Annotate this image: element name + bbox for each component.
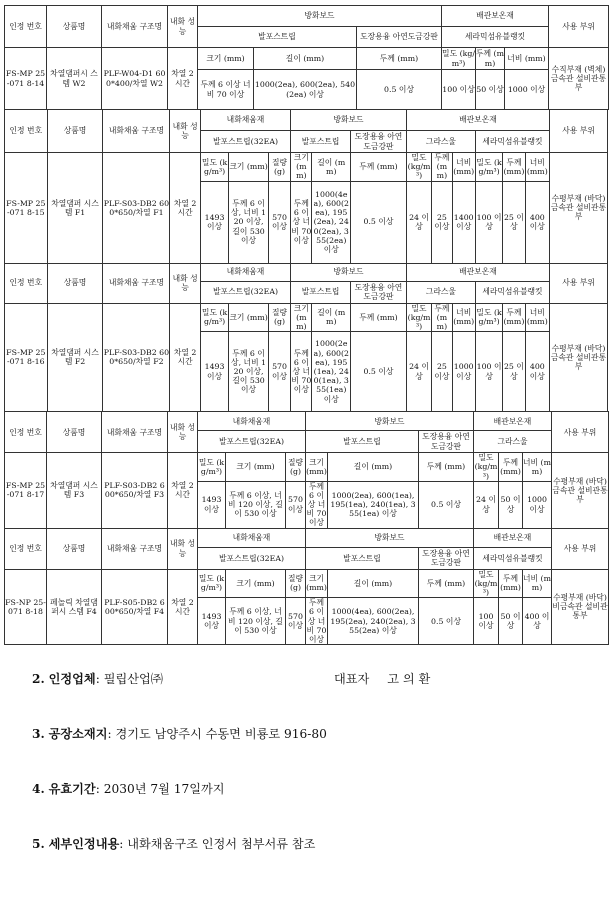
sub-header: 그라스울 [406, 281, 475, 303]
value-cell: 두께 6 이상 너비 70 이상 [291, 332, 312, 412]
header-structure: 내화채움 구조명 [102, 412, 168, 453]
cell-performance: 차열 2시간 [170, 303, 200, 412]
dim-label: 질량 (g) [268, 303, 290, 332]
sub-header: 발포스트립(32EA) [200, 281, 290, 303]
value-cell: 0.5 이상 [351, 181, 407, 263]
header-product: 상품명 [47, 110, 103, 153]
value-cell: 두께 6 이상 너비 70 이상 [306, 481, 327, 528]
value-cell: 25 이상 [503, 332, 525, 412]
value-cell: 400 이상 [523, 598, 552, 645]
cert-table-w2 [4, 5, 609, 110]
dim-label: 두께 (mm) [432, 153, 452, 182]
cell-location: 수평부재 (바닥) 금속관 설비관통부 [552, 453, 609, 529]
sub-header: 세라믹섬유블랭킷 [475, 131, 549, 153]
header-cert-no: 인정 번호 [5, 110, 48, 153]
value-cell: 두께 6 이상, 너비 120 이상, 길이 530 이상 [229, 332, 269, 412]
value-cell: 두께 6 이상 너비 70 이상 [198, 70, 254, 110]
dim-label: 길이 (mm) [328, 569, 419, 598]
value-cell: 두께 6 이상 너비 70 이상 [306, 598, 327, 644]
cert-table-f3 [4, 411, 609, 529]
sub-header: 세라믹섬유블랭킷 [475, 281, 549, 303]
cell-structure: PLF-S03-DB2 600*650/차열 F2 [103, 303, 170, 412]
factory-line: 3. 공장소재지: 경기도 남양주시 수동면 비룡로 916-80 [32, 727, 327, 741]
dim-label: 밀도 (kg/m³) [407, 153, 431, 181]
representative [334, 670, 444, 687]
dim-label: 밀도 (kg/m³) [474, 569, 498, 597]
cell-cert-no: FS-MP 25-071 8-14 [5, 48, 47, 110]
cell-performance: 차열 2시간 [168, 48, 198, 110]
sub-header: 그라스울 [474, 431, 552, 453]
value-cell: 50 이상 [499, 598, 523, 645]
dim-label: 질량 (g) [268, 153, 290, 182]
sub-header: 발포스트립 [291, 131, 351, 153]
dim-label: 길이 (mm) [254, 48, 357, 70]
sub-header: 발포스트립(32EA) [198, 431, 306, 453]
dim-label: 길이 (mm) [312, 303, 351, 332]
value-cell: 570 이상 [268, 181, 290, 263]
header-location: 사용 부위 [550, 263, 608, 303]
cell-structure: PLF-S05-DB2 600*650/차열 F4 [102, 569, 168, 645]
header-product: 상품명 [47, 6, 102, 48]
cell-cert-no: FS-MP 25-071 8-17 [5, 453, 47, 529]
value-cell: 1000(4ea), 600(2ea), 195(2ea), 240(2ea), 355(2ea) 이상 [312, 181, 351, 263]
cell-structure: PLF-W04-D1 600*400/차열 W2 [102, 48, 168, 110]
header-location: 사용 부위 [552, 412, 609, 453]
sub-header: 도장용융 아연도금강판 [419, 547, 474, 569]
value-cell: 두께 6 이상, 너비 120 이상, 길이 530 이상 [229, 181, 269, 263]
value-cell: 50 이상 [499, 481, 523, 528]
header-performance: 내화 성능 [168, 6, 198, 48]
value-cell: 25 이상 [503, 181, 525, 263]
cell-performance: 차열 2시간 [168, 569, 198, 645]
dim-label: 길이 (mm) [328, 453, 419, 482]
dim-label: 너비 (mm) [452, 153, 475, 182]
sub-header: 도장용융 아연도금강판 [351, 131, 407, 153]
value-cell: 400 이상 [525, 332, 549, 412]
sub-header: 발포스트립(32EA) [200, 131, 290, 153]
header-fireboard: 방화보드 [198, 6, 442, 27]
header-structure: 내화채움 구조명 [102, 6, 168, 48]
value-cell: 400 이상 [525, 181, 549, 263]
dim-label: 두께 (mm) [351, 153, 407, 182]
cell-product: 차열댐퍼시 스템 W2 [47, 48, 102, 110]
sub-header: 발포스트립 [291, 281, 351, 303]
value-cell: 100 이상 [442, 70, 476, 110]
cell-location: 수평부재 (바닥) 금속관 설비관통부 [550, 303, 608, 412]
value-cell: 0.5 이상 [357, 70, 442, 110]
cell-structure: PLF-S03-DB2 600*650/차열 F1 [103, 153, 170, 264]
sub-header: 세라믹섬유블랭킷 [474, 547, 552, 569]
sub-header: 그라스울 [406, 131, 475, 153]
cell-product: 차열댐퍼 시스템 F3 [47, 453, 102, 529]
value-cell: 1000 이상 [505, 70, 549, 110]
sub-header: 발포스트립(32EA) [198, 547, 306, 569]
cell-structure: PLF-S03-DB2 600*650/차열 F3 [102, 453, 168, 529]
representative-label: 대표자 [334, 672, 370, 686]
item-number: 3. [32, 727, 45, 741]
header-insulation: 배관보온재 [442, 6, 549, 27]
header-performance: 내화 성능 [168, 412, 198, 453]
header-filler: 내화채움재 [200, 110, 290, 131]
sub-header: 발포스트립 [306, 431, 419, 453]
header-product: 상품명 [47, 528, 102, 569]
dim-label: 두께 (mm) [419, 453, 474, 482]
dim-label: 밀도 (kg/m³) [407, 303, 431, 331]
dim-label: 크기 (mm) [291, 303, 312, 332]
details-line: 5. 세부인정내용: 내화채움구조 인정서 첨부서류 참조 [32, 837, 316, 851]
dim-label: 너비 (mm) [523, 569, 552, 598]
dim-label: 두께 (mm) [503, 303, 525, 332]
value-cell: 100 이상 [474, 598, 499, 645]
header-filler: 내화채움재 [198, 528, 306, 547]
sub-header: 발포스트립 [306, 547, 419, 569]
dim-label: 밀도 (kg/m³) [475, 153, 502, 182]
certification-tables [4, 5, 608, 645]
header-insulation: 배관보온재 [474, 412, 552, 431]
dim-label: 크기 (mm) [229, 153, 269, 182]
dim-label: 너비 (mm) [452, 303, 475, 332]
dim-label: 두께 (mm) [476, 49, 504, 68]
header-structure: 내화채움 구조명 [103, 110, 170, 153]
dim-label: 너비 (mm) [505, 48, 549, 70]
cell-cert-no: FS-MP 25-071 8-16 [5, 303, 48, 412]
value-cell: 1000(2ea), 600(2ea), 540(2ea) 이상 [254, 70, 357, 110]
factory-label: 공장소재지 [48, 727, 108, 741]
value-cell: 1493 이상 [200, 181, 228, 263]
dim-label: 크기 (mm) [226, 569, 286, 598]
cell-location: 수직부재 (벽체) 금속관 설비관통부 [549, 48, 609, 110]
dim-label: 두께 (mm) [432, 303, 452, 332]
value-cell: 24 이상 [406, 332, 431, 412]
value-cell: 두께 6 이상, 너비 120 이상, 길이 530 이상 [226, 481, 286, 528]
value-cell: 두께 6 이상, 너비 120 이상, 길이 530 이상 [226, 598, 286, 645]
value-cell: 25 이상 [432, 181, 452, 263]
value-cell: 1000 이상 [523, 481, 552, 528]
sub-header: 세라믹섬유블랭킷 [442, 27, 549, 48]
header-cert-no: 인정 번호 [5, 412, 47, 453]
cell-location: 수평부재 (바닥) 금속관 설비관통부 [550, 153, 608, 264]
representative-name: 고 의 환 [387, 672, 431, 686]
dim-label: 밀도 (kg/m³) [200, 303, 228, 332]
dim-label: 질량 (g) [286, 569, 306, 598]
header-insulation: 배관보온재 [406, 263, 549, 281]
header-product: 상품명 [47, 263, 103, 303]
cell-cert-no: FS-NP 25-071 8-18 [5, 569, 47, 645]
sub-header: 발포스트립 [198, 27, 357, 48]
cell-location: 수평부재 (바닥) 비금속관 설비관통부 [552, 569, 609, 645]
value-cell: 1000(2ea), 600(2ea), 195(1ea), 240(1ea), 355(1ea) 이상 [312, 332, 351, 412]
value-cell: 1400 이상 [452, 181, 475, 263]
item-number: 5. [32, 837, 45, 851]
cell-product: 차열댐퍼 시스템 F1 [47, 153, 103, 264]
sub-header: 도장용융 아연도금강판 [351, 281, 407, 303]
value-cell: 25 이상 [432, 332, 452, 412]
dim-label: 크기 (mm) [198, 48, 254, 70]
dim-label: 두께 (mm) [351, 303, 407, 332]
header-location: 사용 부위 [550, 110, 608, 153]
dim-label: 밀도 (kg/m³) [198, 569, 226, 598]
details-text: 내화채움구조 인정서 첨부서류 참조 [127, 837, 316, 851]
dim-label: 너비 (mm) [525, 303, 549, 332]
dim-label: 두께 (mm) [499, 569, 523, 598]
dim-label: 너비 (mm) [523, 453, 552, 482]
value-cell: 570 이상 [286, 598, 306, 645]
header-cert-no: 인정 번호 [5, 6, 47, 48]
value-cell: 1000(4ea), 600(2ea), 195(2ea), 240(2ea), 355(2ea) 이상 [328, 598, 419, 645]
sub-header: 도장용융 아연도금강판 [357, 27, 442, 48]
cell-product: 페놀릭 차열댐퍼시 스템 F4 [47, 569, 102, 645]
dim-label: 질량 (g) [286, 453, 306, 482]
dim-label: 두께 (mm) [419, 569, 474, 598]
dim-label: 크기 (mm) [229, 303, 269, 332]
dim-label: 길이 (mm) [312, 153, 351, 182]
cert-table-f4 [4, 528, 609, 646]
value-cell: 1000 이상 [452, 332, 475, 412]
header-structure: 내화채움 구조명 [103, 263, 170, 303]
header-filler: 내화채움재 [200, 263, 290, 281]
header-location: 사용 부위 [549, 6, 609, 48]
company-line: 2. 인정업체: 필립산업㈜ 대표자 고 의 환 [32, 670, 163, 687]
cell-performance: 차열 2시간 [170, 153, 200, 264]
dim-label: 두께 (mm) [357, 48, 442, 70]
sub-header: 도장용융 아연도금강판 [419, 431, 474, 453]
value-cell: 0.5 이상 [351, 332, 407, 412]
value-cell: 570 이상 [286, 481, 306, 528]
cell-cert-no: FS-MP 25-071 8-15 [5, 153, 48, 264]
dim-label: 밀도 (kg/m³) [200, 153, 228, 182]
dim-label: 두께 (mm) [499, 453, 523, 482]
header-fireboard: 방화보드 [306, 412, 474, 431]
header-fireboard: 방화보드 [291, 110, 407, 131]
dim-label: 밀도 (kg/m³) [442, 49, 475, 68]
header-structure: 내화채움 구조명 [102, 528, 168, 569]
dim-label: 너비 (mm) [525, 153, 549, 182]
value-cell: 두께 6 이상 너비 70 이상 [291, 181, 312, 263]
validity-label: 유효기간 [48, 782, 96, 796]
item-number: 4. [32, 782, 45, 796]
value-cell: 1493 이상 [200, 332, 228, 412]
value-cell: 570 이상 [268, 332, 290, 412]
header-performance: 내화 성능 [170, 263, 200, 303]
dim-label: 크기 (mm) [306, 453, 328, 482]
company-label: 인정업체 [48, 672, 96, 686]
value-cell: 50 이상 [476, 70, 505, 110]
cell-performance: 차열 2시간 [168, 453, 198, 529]
details-label: 세부인정내용 [48, 837, 120, 851]
dim-label: 크기 (mm) [291, 153, 312, 182]
dim-label: 두께 (mm) [503, 153, 525, 182]
validity-line: 4. 유효기간: 2030년 7월 17일까지 [32, 782, 225, 796]
header-fireboard: 방화보드 [306, 528, 474, 547]
dim-label: 밀도 (kg/m³) [198, 453, 226, 482]
value-cell: 0.5 이상 [419, 598, 474, 645]
value-cell: 1493 이상 [198, 598, 226, 645]
cert-table-f2 [4, 263, 608, 413]
dim-label: 크기 (mm) [226, 453, 286, 482]
value-cell: 0.5 이상 [419, 481, 474, 528]
header-location: 사용 부위 [552, 528, 609, 569]
header-product: 상품명 [47, 412, 102, 453]
dim-label: 밀도 (kg/m³) [475, 303, 502, 332]
value-cell: 100 이상 [475, 332, 502, 412]
item-number: 2. [32, 672, 45, 686]
header-filler: 내화채움재 [198, 412, 306, 431]
value-cell: 24 이상 [474, 481, 499, 528]
header-insulation: 배관보온재 [474, 528, 552, 547]
header-fireboard: 방화보드 [291, 263, 407, 281]
factory-address: 경기도 남양주시 수동면 비룡로 916-80 [115, 727, 327, 741]
cell-product: 차열댐퍼 시스템 F2 [47, 303, 103, 412]
value-cell: 100 이상 [475, 181, 502, 263]
value-cell: 1000(2ea), 600(1ea), 195(1ea), 240(1ea), 355(1ea) 이상 [328, 481, 419, 528]
validity-date: 2030년 7월 17일까지 [103, 782, 225, 796]
cert-table-f1 [4, 109, 608, 264]
header-performance: 내화 성능 [168, 528, 198, 569]
dim-label: 밀도 (kg/m³) [474, 453, 498, 481]
value-cell: 24 이상 [406, 181, 431, 263]
header-performance: 내화 성능 [170, 110, 200, 153]
dim-label: 크기 (mm) [306, 569, 328, 598]
value-cell: 1493 이상 [198, 481, 226, 528]
company-name: 필립산업㈜ [103, 672, 163, 686]
header-cert-no: 인정 번호 [5, 263, 48, 303]
header-cert-no: 인정 번호 [5, 528, 47, 569]
header-insulation: 배관보온재 [406, 110, 549, 131]
